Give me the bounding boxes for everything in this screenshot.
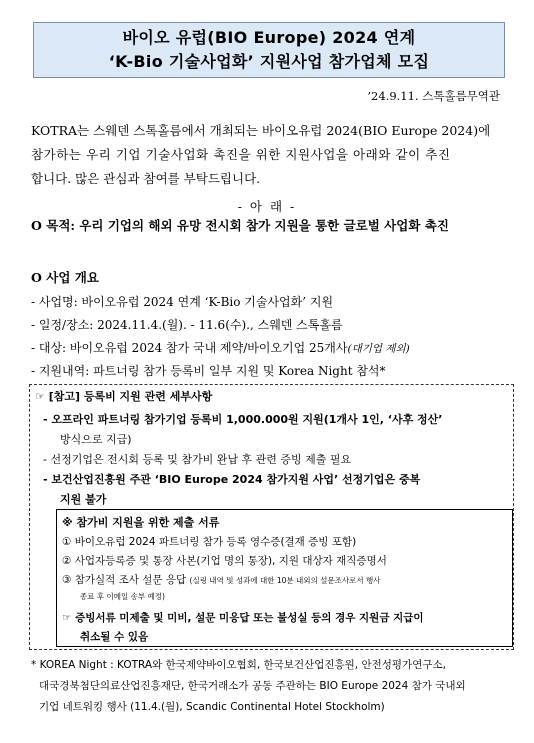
footnote-line-2: 대국경북첨단의료산업진흥재단, 한국거래소가 공동 주관하는 BIO Europe 2024 참가 국내외 <box>39 680 466 692</box>
intro-line-1: KOTRA는 스웨덴 스톡홀름에서 개최되는 바이오유럽 2024(BIO Europe 2024)에 <box>31 123 491 138</box>
overview-item-schedule: - 일정/장소: 2024.11.4.(월). - 11.6(수)., 스웨덴 스톡홀름 <box>31 318 343 332</box>
footnote-line-1: * KOREA Night : KOTRA와 한국제약바이오협회, 한국보건산업진흥원, 안전성평가연구소, <box>31 659 446 671</box>
docs-item-3: ③ 참가실적 조사 설문 응답 (실링 내역 및 성과에 대한 10분 내외의 설문조사로서 행사 <box>62 574 381 586</box>
reference-item-3-cont: 지원 불가 <box>60 493 107 506</box>
docs-item-1: ① 바이오유럽 2024 파트너링 참가 등록 영수증(결재 증빙 포함) <box>62 536 357 548</box>
intro-line-3: 합니다. 많은 관심과 참여를 부탁드립니다. <box>31 171 261 186</box>
survey-note-cont: 종료 후 이메일 송부 예정) <box>80 592 165 601</box>
overview-item-target: - 대상: 바이오유럽 2024 참가 국내 제약/바이오기업 25개사(대기업 제외) <box>31 341 410 355</box>
overview-item-support: - 지원내역: 파트너링 참가 등록비 일부 지원 및 Korea Night 참석* <box>31 364 386 378</box>
title-banner <box>33 22 505 78</box>
docs-heading: ※ 참가비 지원을 위한 제출 서류 <box>62 516 220 529</box>
reference-item-1: - 오프라인 파트너링 참가기업 등록비 1,000.000원 지원(1개사 1인, ‘사후 정산’ <box>43 413 443 426</box>
docs-item-2: ② 사업자등록증 및 통장 사본(기업 명의 통장), 지원 대상자 재직증명서 <box>62 555 387 567</box>
purpose: O 목적: 우리 기업의 해외 유망 전시회 참가 지원을 통한 글로벌 사업화 촉진 <box>31 218 449 233</box>
survey-note: (실링 내역 및 성과에 대한 10분 내외의 설문조사로서 행사 <box>189 576 381 585</box>
title-line-2: ‘K-Bio 기술사업화’ 지원사업 참가업체 모집 <box>108 52 430 71</box>
reference-heading: ☞ [참고] 등록비 지원 관련 세부사항 <box>35 390 213 403</box>
title-line-1: 바이오 유럽(BIO Europe) 2024 연계 <box>122 28 416 47</box>
reference-item-1-cont: 방식으로 지급) <box>60 433 132 446</box>
overview-item-name: - 사업명: 바이오유럽 2024 연계 ‘K-Bio 기술사업화’ 지원 <box>31 295 334 309</box>
docs-warning: ☞ 증빙서류 미제출 및 미비, 설문 미응답 또는 불성실 등의 경우 지원금 지급이 <box>62 612 424 624</box>
date-issuer: ’24.9.11. 스톡홀름무역관 <box>367 89 500 103</box>
center-mark: - 아 래 - <box>237 199 297 214</box>
intro-line-2: 참가하는 우리 기업 기술사업화 촉진을 위한 지원사업을 아래와 같이 추진 <box>31 147 451 162</box>
reference-item-3: - 보건산업진흥원 주관 ‘BIO Europe 2024 참가지원 사업’ 선정기업은 중복 <box>43 473 421 486</box>
footnote-line-3: 기업 네트워킹 행사 (11.4.(월), Scandic Continental Hotel Stockholm) <box>39 701 385 713</box>
overview-heading: O 사업 개요 <box>31 270 99 285</box>
target-note: (대기업 제외) <box>347 343 410 355</box>
reference-item-2: - 선정기업은 전시회 등록 및 참가비 완납 후 관련 증빙 제출 필요 <box>43 453 352 466</box>
docs-warning-cont: 취소될 수 있음 <box>80 631 149 643</box>
